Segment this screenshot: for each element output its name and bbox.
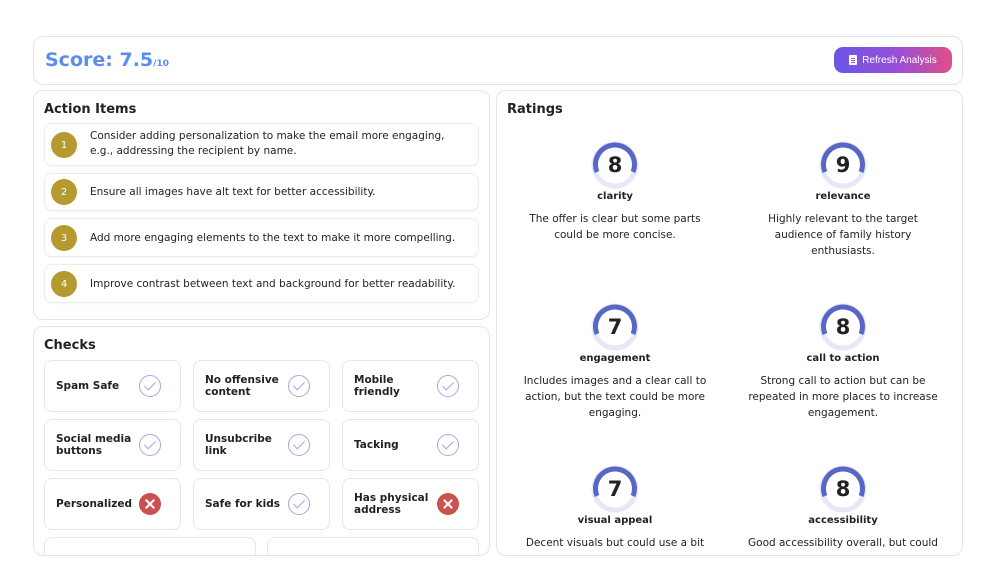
checks-panel bbox=[33, 326, 490, 556]
rating-gauge bbox=[817, 301, 869, 351]
check-circle-icon bbox=[288, 493, 310, 515]
check-personalized bbox=[44, 478, 181, 530]
check-circle-icon bbox=[288, 434, 310, 456]
ratings-title: Ratings bbox=[507, 102, 563, 117]
check-circle-icon bbox=[139, 375, 161, 397]
rating-gauge bbox=[817, 463, 869, 513]
rating-clarity bbox=[505, 139, 725, 243]
check-card-partial bbox=[44, 537, 256, 556]
rating-accessibility bbox=[733, 463, 953, 551]
rating-gauge bbox=[589, 463, 641, 513]
rating-name: relevance bbox=[815, 191, 871, 202]
check-tracking bbox=[342, 419, 479, 471]
rating-description: Decent visuals but could use a bit bbox=[525, 537, 705, 549]
action-item bbox=[44, 173, 479, 211]
rating-name: call to action bbox=[806, 353, 880, 364]
document-icon bbox=[849, 55, 857, 65]
score-value: 7.5 bbox=[119, 49, 154, 71]
action-item-text: Add more engaging elements to the text to make it more compelling. bbox=[90, 232, 456, 244]
check-spam-safe bbox=[44, 360, 181, 412]
check-safe-for-kids bbox=[193, 478, 330, 530]
action-item-number: 2 bbox=[51, 179, 77, 205]
score-header bbox=[33, 36, 963, 85]
check-circle-icon bbox=[437, 434, 459, 456]
check-mobile-friendly bbox=[342, 360, 479, 412]
check-label: Spam Safe bbox=[56, 380, 120, 392]
rating-score: 8 bbox=[607, 153, 623, 177]
rating-score: 7 bbox=[607, 315, 623, 339]
check-circle-icon bbox=[288, 375, 310, 397]
score-out-of: /10 bbox=[153, 59, 169, 69]
action-items-panel bbox=[33, 90, 490, 320]
check-circle-icon bbox=[139, 434, 161, 456]
rating-score: 8 bbox=[835, 315, 851, 339]
rating-call-to-action bbox=[733, 301, 953, 421]
rating-description: Highly relevant to the target audience of family history enthusiasts. bbox=[768, 213, 918, 257]
rating-gauge bbox=[589, 139, 641, 189]
action-item-number: 1 bbox=[51, 132, 77, 158]
check-label: Personalized bbox=[56, 498, 132, 510]
action-item-text: Improve contrast between text and background for better readability. bbox=[90, 278, 456, 290]
rating-gauge bbox=[589, 301, 641, 351]
check-label: Mobile friendly bbox=[354, 374, 400, 398]
refresh-analysis-label: Refresh Analysis bbox=[862, 54, 937, 66]
check-label: No offensive content bbox=[205, 374, 279, 398]
rating-score: 7 bbox=[607, 477, 623, 501]
rating-name: engagement bbox=[579, 353, 651, 364]
check-no-offensive-content bbox=[193, 360, 330, 412]
check-label: Unsubcribe link bbox=[205, 433, 272, 457]
check-label: Social media buttons bbox=[56, 433, 132, 457]
check-label: Has physical address bbox=[354, 492, 429, 516]
check-social-media-buttons bbox=[44, 419, 181, 471]
x-circle-icon bbox=[139, 493, 161, 515]
check-circle-icon bbox=[437, 375, 459, 397]
refresh-analysis-button[interactable] bbox=[834, 47, 952, 73]
check-card-partial bbox=[267, 537, 479, 556]
action-item-number: 3 bbox=[51, 225, 77, 251]
ratings-panel bbox=[496, 90, 963, 556]
action-item-text: Ensure all images have alt text for better accessibility. bbox=[90, 186, 376, 198]
rating-score: 8 bbox=[835, 477, 851, 501]
rating-description: Includes images and a clear call to action, but the text could be more engaging. bbox=[523, 375, 707, 419]
check-unsubscribe-link bbox=[193, 419, 330, 471]
rating-visual-appeal bbox=[505, 463, 725, 551]
score-label: Score: bbox=[45, 49, 113, 71]
rating-description: Strong call to action but can be repeated in more places to increase engagement. bbox=[748, 375, 938, 419]
rating-name: clarity bbox=[597, 191, 633, 202]
rating-description: The offer is clear but some parts could be more concise. bbox=[529, 213, 701, 241]
rating-relevance bbox=[733, 139, 953, 259]
action-item bbox=[44, 264, 479, 303]
check-has-physical-address bbox=[342, 478, 479, 530]
rating-name: visual appeal bbox=[577, 515, 653, 526]
checks-title: Checks bbox=[44, 338, 96, 353]
action-items-title: Action Items bbox=[44, 102, 137, 117]
rating-engagement bbox=[505, 301, 725, 421]
check-label: Tacking bbox=[354, 439, 399, 451]
check-label: Safe for kids bbox=[205, 498, 280, 510]
rating-score: 9 bbox=[835, 153, 851, 177]
rating-name: accessibility bbox=[808, 515, 878, 526]
action-item bbox=[44, 123, 479, 166]
score-display bbox=[45, 49, 169, 71]
action-item-number: 4 bbox=[51, 271, 77, 297]
x-circle-icon bbox=[437, 493, 459, 515]
action-item bbox=[44, 218, 479, 257]
action-item-text: Consider adding personalization to make the email more engaging, e.g., addressing the recipient by name. bbox=[90, 130, 445, 157]
rating-description: Good accessibility overall, but could bbox=[748, 537, 938, 549]
rating-gauge bbox=[817, 139, 869, 189]
